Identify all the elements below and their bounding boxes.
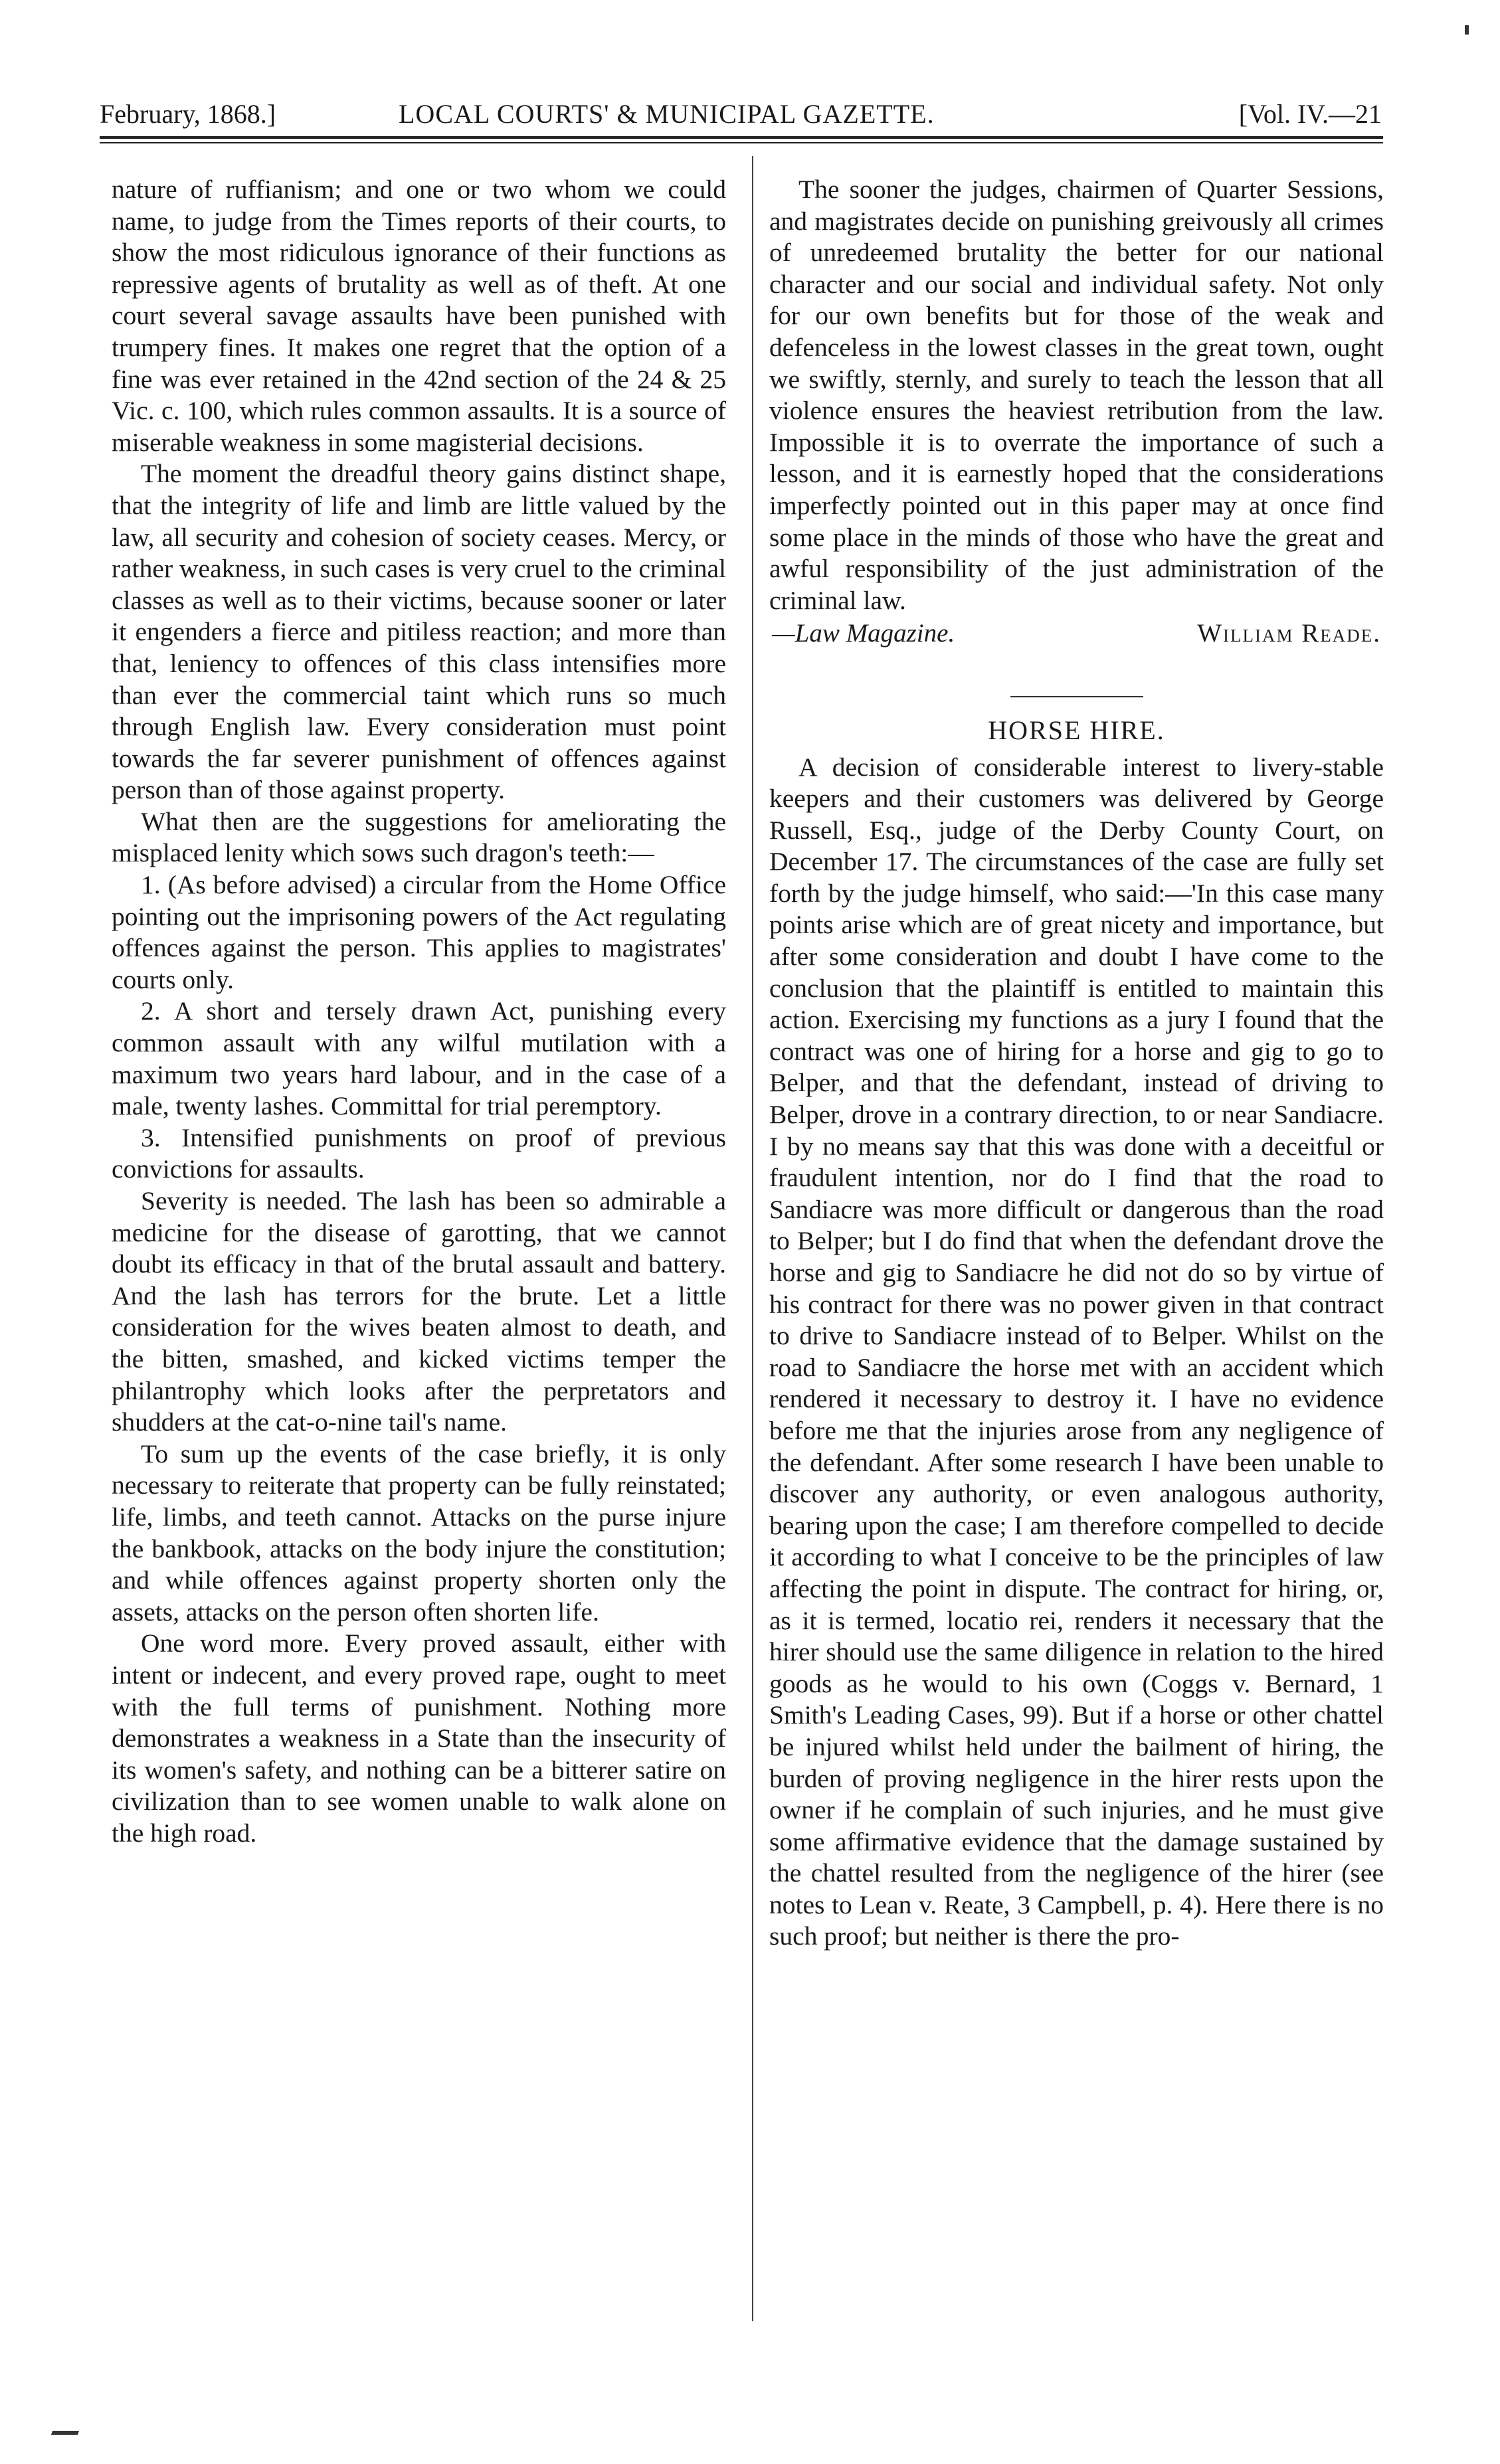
left-paragraph-6: 3. Intensified punishments on proof of previous convictions for assaults.	[112, 1122, 726, 1184]
left-paragraph-5: 2. A short and tersely drawn Act, punishing every common assault with any wilful mutilation with a maximum two years hard labour, and in the case of a male, twenty lashes. Committal for trial peremptory.	[112, 996, 726, 1121]
author-name: William Reade.	[1197, 619, 1381, 648]
left-paragraph-1: nature of ruffianism; and one or two whom we could name, to judge from the Times reports of their courts, to show the most ridiculous ignorance of their functions as repressive agents of brutality as well as of theft. At one court several savage assaults have been punished with trumpery fines. It makes one regret that the option of a fine was ever retained in the 42nd section of the 24 & 25 Vic. c. 100, which rules common assaults. It is a source of miserable weakness in some magisterial decisions.	[112, 175, 726, 457]
header-publication: LOCAL COURTS' & MUNICIPAL GAZETTE.	[399, 99, 935, 129]
signature-line	[769, 618, 1384, 650]
section-divider	[1010, 696, 1143, 697]
left-paragraph-7: Severity is needed. The lash has been so admirable a medicine for the disease of garotting, that we cannot doubt its efficacy in that of the brutal assault and battery. And the lash has terrors for the brute. Let a little consideration for the wives beaten almost to death, and the bitten, smashed, and kicked victims temper the philantrophy which looks after the perpretators and shudders at the cat-o-nine tail's name.	[112, 1186, 726, 1437]
left-paragraph-3: What then are the suggestions for ameliorating the misplaced lenity which sows such dragon's teeth:—	[112, 806, 726, 868]
section-title: HORSE HIRE.	[988, 715, 1165, 745]
left-column	[112, 174, 726, 1849]
right-column	[769, 174, 1384, 1953]
left-paragraph-2: The moment the dreadful theory gains distinct shape, that the integrity of life and limb are little valued by the law, all security and cohesion of society ceases. Mercy, or rather weakness, in such cases is very cruel to the criminal classes as well as to their victims, because sooner or later it engenders a fierce and pitiless reaction; and more than that, leniency to offences of this class intensifies more than ever the commercial taint which runs so much through English law. Every consideration must point towards the far severer punishment of offences against person than of those against property.	[112, 459, 726, 805]
right-intro-paragraph: The sooner the judges, chairmen of Quarter Sessions, and magistrates decide on punishing greivously all crimes of unredeemed brutality the better for our national character and our social and individual safety. Not only for our own benefits but for those of the weak and defenceless in the lowest classes in the great town, ought we swiftly, sternly, and surely to teach the lesson that all violence ensures the heaviest retribution from the law. Impossible it is to overrate the importance of such a lesson, and it is earnestly hoped that the considerations imperfectly pointed out in this paper may at once find some place in the minds of those who have the great and awful responsibility of the just administration of the criminal law.	[769, 175, 1384, 615]
header-date: February, 1868.]	[100, 99, 276, 129]
header-rule-thick	[100, 136, 1383, 139]
left-paragraph-9: One word more. Every proved assault, either with intent or indecent, and every proved rape, ought to meet with the full terms of punishment. Nothing more demonstrates a weakness in a State than the insecurity of its women's safety, and nothing can be a bitterer satire on civilization than to see women unable to walk alone on the high road.	[112, 1628, 726, 1848]
corner-mark	[1465, 25, 1469, 35]
source-citation: —Law Magazine.	[772, 619, 955, 648]
section-paragraph: A decision of considerable interest to livery-stable keepers and their customers was delivered by George Russell, Esq., judge of the Derby County Court, on December 17. The circumstances of the case are fully set forth by the judge himself, who said:—'In this case many points arise which are of great nicety and importance, but after some consideration and doubt I have come to the conclusion that the plaintiff is entitled to maintain this action. Exercising my functions as a jury I found that the contract was one of hiring for a horse and gig to go to Belper, and that the defendant, instead of driving to Belper, drove in a contrary direction, to or near Sandiacre. I by no means say that this was done with a deceitful or fraudulent intention, nor do I find that the road to Sandiacre was more difficult or dangerous than the road to Belper; but I do find that when the defendant drove the horse and gig to Sandiacre he did not do so by virtue of his contract for there was no power given in that contract to drive to Sandiacre instead of to Belper. Whilst on the road to Sandiacre the horse met with an accident which rendered it necessary to destroy it. I have no evidence before me that the injuries arose from any negligence of the defendant. After some research I have been unable to discover any authority, or even analogous authority, bearing upon the case; I am therefore compelled to decide it according to what I conceive to be the principles of law affecting the point in dispute. The contract for hiring, or, as it is termed, locatio rei, renders it necessary that the hirer should use the same diligence in relation to the hired goods as he would to his own (Coggs v. Bernard, 1 Smith's Leading Cases, 99). But if a horse or other chattel be injured whilst held under the bailment of hiring, the burden of proving negligence in the hirer rests upon the owner if he complain of such injuries, and he must give some affirmative evidence that the damage sustained by the chattel resulted from the negligence of the hirer (see notes to Lean v. Reate, 3 Campbell, p. 4). Here there is no such proof; but neither is there the pro-	[769, 752, 1384, 1951]
header-volume: [Vol. IV.—21	[1238, 99, 1382, 129]
left-paragraph-8: To sum up the events of the case briefly, it is only necessary to reiterate that property can be fully reinstated; life, limbs, and teeth cannot. Attacks on the purse injure the bankbook, attacks on the body injure the constitution; and while offences against property shorten only the assets, attacks on the person often shorten life.	[112, 1439, 726, 1627]
left-paragraph-4: 1. (As before advised) a circular from the Home Office pointing out the imprisoning powers of the Act regulating offences against the person. This applies to magistrates' courts only.	[112, 870, 726, 994]
header-rule-thin	[100, 142, 1383, 143]
column-divider	[752, 156, 753, 2321]
bottom-margin-mark	[51, 2431, 79, 2435]
